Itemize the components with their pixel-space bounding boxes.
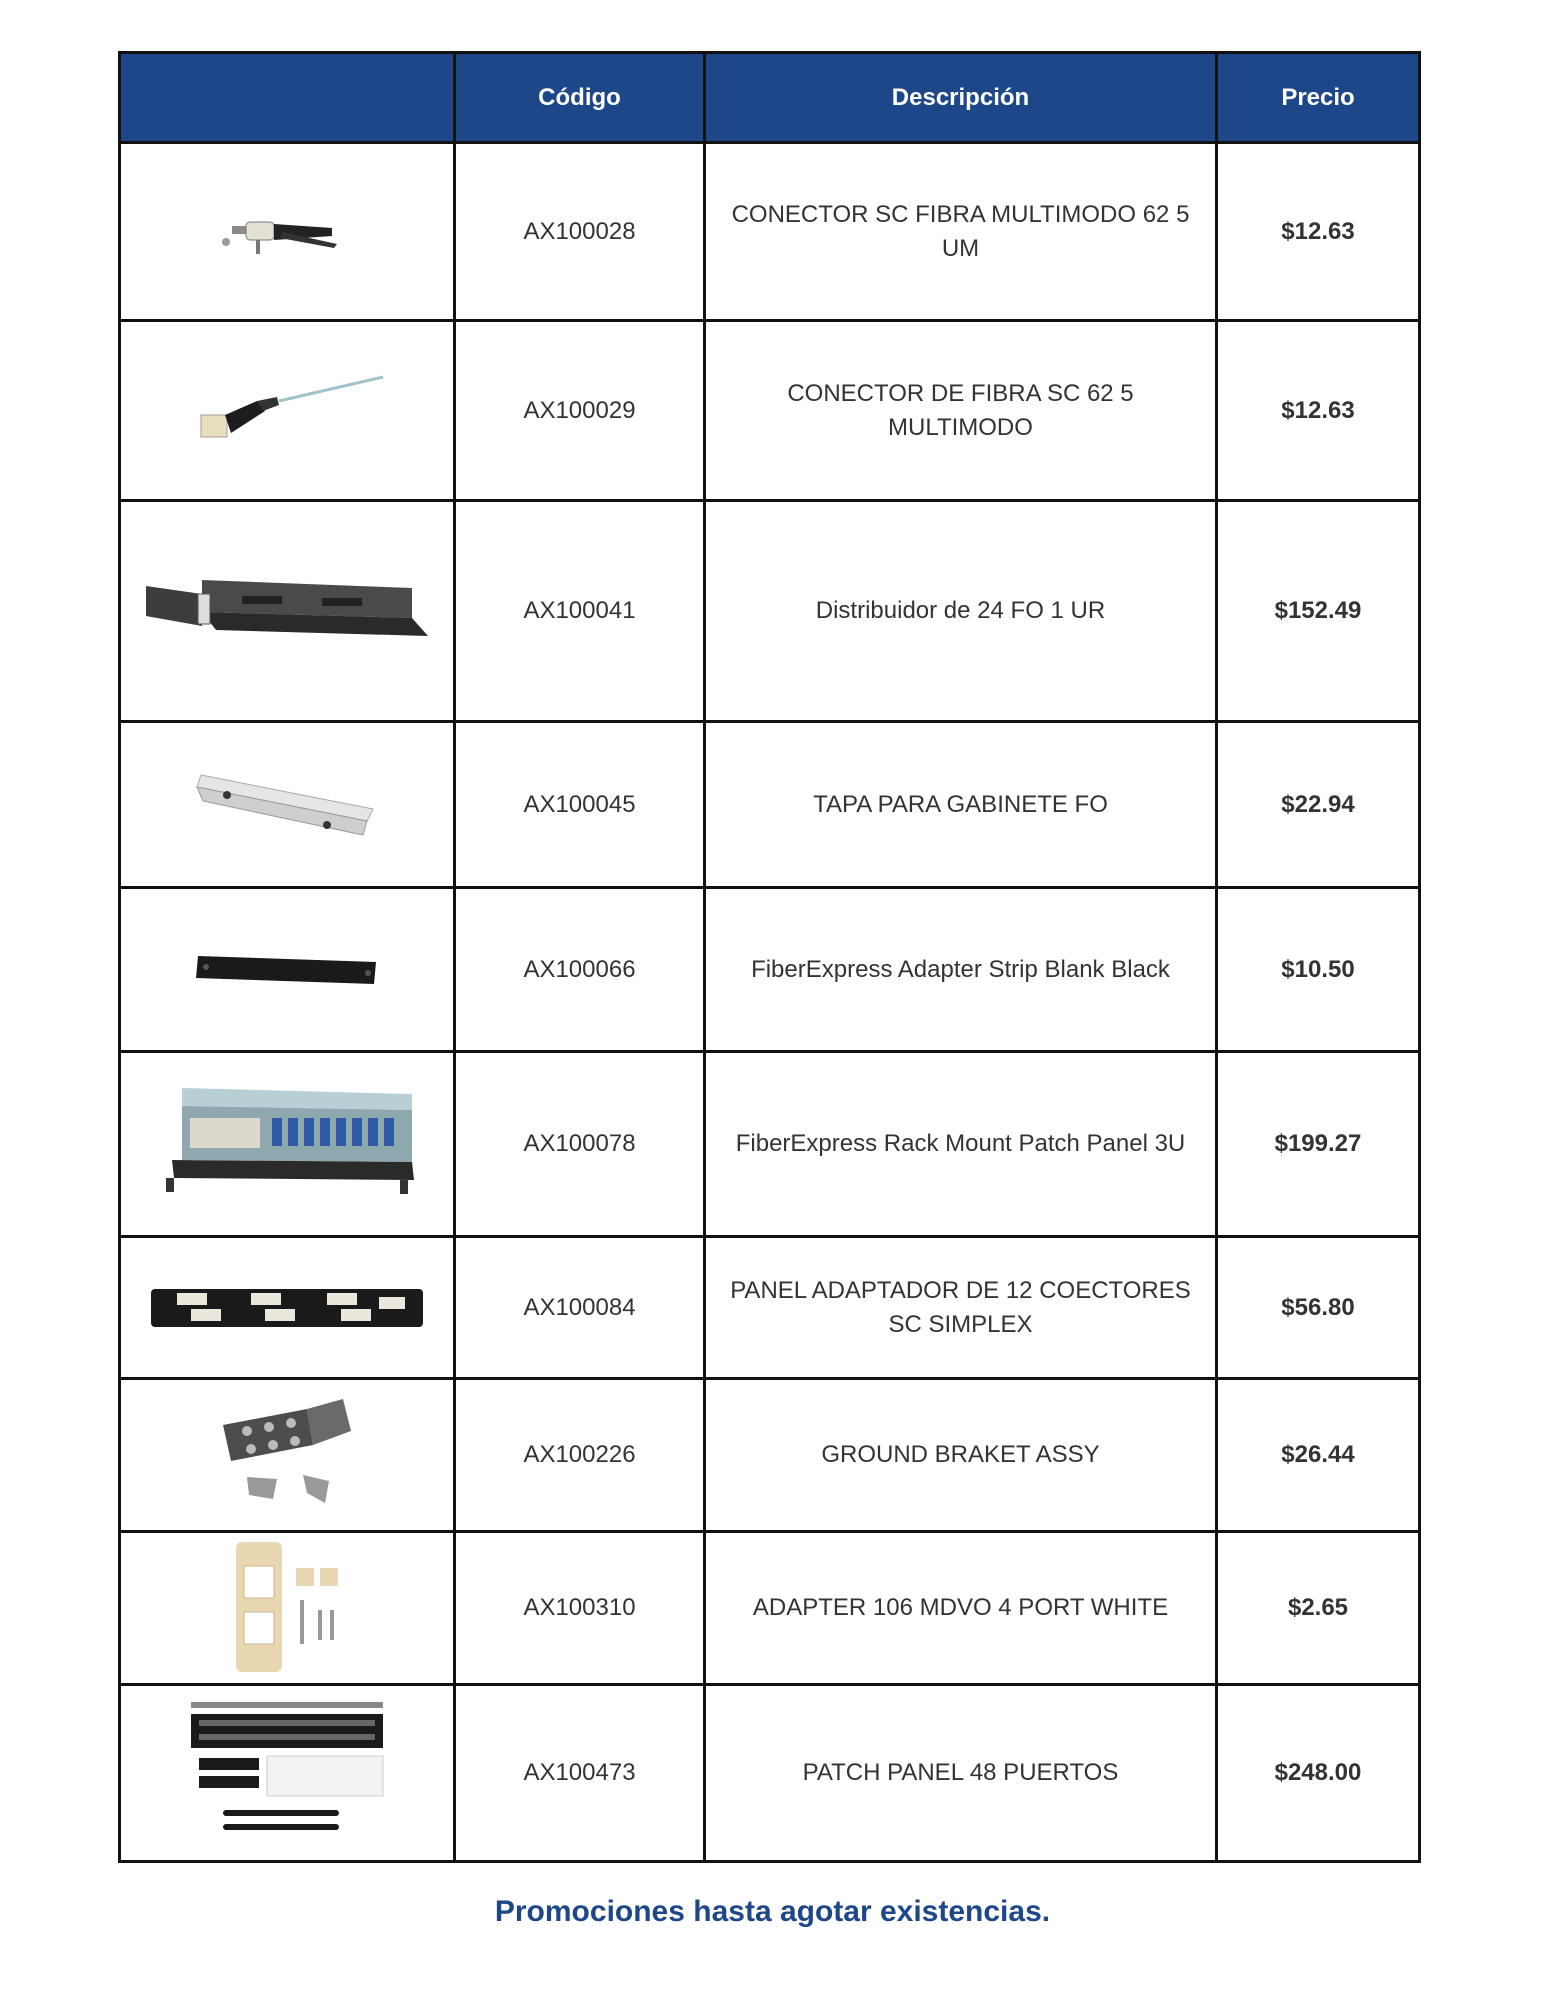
- table-row: [120, 1532, 1420, 1685]
- header-price: Precio: [1217, 53, 1420, 143]
- patch-panel-48-icon: [187, 1698, 387, 1848]
- adapter-panel-sc-icon: [147, 1283, 427, 1333]
- product-description: ADAPTER 106 MDVO 4 PORT WHITE: [705, 1532, 1217, 1685]
- product-image-cell: [120, 1379, 455, 1532]
- product-image-cell: [120, 888, 455, 1052]
- product-description: TAPA PARA GABINETE FO: [705, 722, 1217, 888]
- header-code: Código: [455, 53, 705, 143]
- product-price: $12.63: [1217, 143, 1420, 321]
- product-price: $248.00: [1217, 1685, 1420, 1862]
- product-price: $56.80: [1217, 1237, 1420, 1379]
- product-description: GROUND BRAKET ASSY: [705, 1379, 1217, 1532]
- product-image-cell: [120, 1052, 455, 1237]
- product-image-cell: [120, 722, 455, 888]
- product-price: $199.27: [1217, 1052, 1420, 1237]
- product-description: PATCH PANEL 48 PUERTOS: [705, 1685, 1217, 1862]
- product-description: PANEL ADAPTADOR DE 12 COECTORES SC SIMPLEX: [705, 1237, 1217, 1379]
- header-image: [120, 53, 455, 143]
- product-code: AX100084: [455, 1237, 705, 1379]
- wall-plate-adapter-icon: [222, 1538, 352, 1678]
- table-row: [120, 1685, 1420, 1862]
- product-price: $12.63: [1217, 321, 1420, 501]
- table-header-row: [120, 53, 1420, 143]
- table-row: [120, 722, 1420, 888]
- promotion-note: Promociones hasta agotar existencias.: [494, 1895, 1051, 1928]
- table-row: [120, 143, 1420, 321]
- product-code: AX100226: [455, 1379, 705, 1532]
- ground-bracket-icon: [217, 1395, 357, 1515]
- product-price: $26.44: [1217, 1379, 1420, 1532]
- product-description: CONECTOR DE FIBRA SC 62 5 MULTIMODO: [705, 321, 1217, 501]
- product-code: AX100029: [455, 321, 705, 501]
- product-code: AX100066: [455, 888, 705, 1052]
- product-description: CONECTOR SC FIBRA MULTIMODO 62 5 UM: [705, 143, 1217, 321]
- fiber-distributor-tray-icon: [142, 566, 432, 656]
- price-sheet: [118, 51, 1418, 1863]
- table-row: [120, 321, 1420, 501]
- table-row: [120, 501, 1420, 722]
- product-description: Distribuidor de 24 FO 1 UR: [705, 501, 1217, 722]
- product-image-cell: [120, 321, 455, 501]
- product-table: [118, 51, 1421, 1863]
- product-description: FiberExpress Adapter Strip Blank Black: [705, 888, 1217, 1052]
- product-code: AX100045: [455, 722, 705, 888]
- table-row: [120, 1052, 1420, 1237]
- table-row: [120, 1379, 1420, 1532]
- product-image-cell: [120, 501, 455, 722]
- product-image-cell: [120, 1532, 455, 1685]
- header-description: Descripción: [705, 53, 1217, 143]
- table-row: [120, 1237, 1420, 1379]
- product-code: AX100041: [455, 501, 705, 722]
- product-image-cell: [120, 143, 455, 321]
- product-description: FiberExpress Rack Mount Patch Panel 3U: [705, 1052, 1217, 1237]
- sc-connector-icon: [212, 202, 362, 262]
- product-code: AX100473: [455, 1685, 705, 1862]
- rack-patch-panel-icon: [152, 1084, 422, 1204]
- product-price: $10.50: [1217, 888, 1420, 1052]
- product-price: $152.49: [1217, 501, 1420, 722]
- product-image-cell: [120, 1685, 455, 1862]
- product-image-cell: [120, 1237, 455, 1379]
- product-code: AX100028: [455, 143, 705, 321]
- fiber-connector-pigtail-icon: [187, 371, 387, 451]
- product-price: $22.94: [1217, 722, 1420, 888]
- product-price: $2.65: [1217, 1532, 1420, 1685]
- product-code: AX100078: [455, 1052, 705, 1237]
- cabinet-cover-icon: [187, 765, 387, 845]
- product-code: AX100310: [455, 1532, 705, 1685]
- table-row: [120, 888, 1420, 1052]
- adapter-strip-blank-icon: [192, 948, 382, 992]
